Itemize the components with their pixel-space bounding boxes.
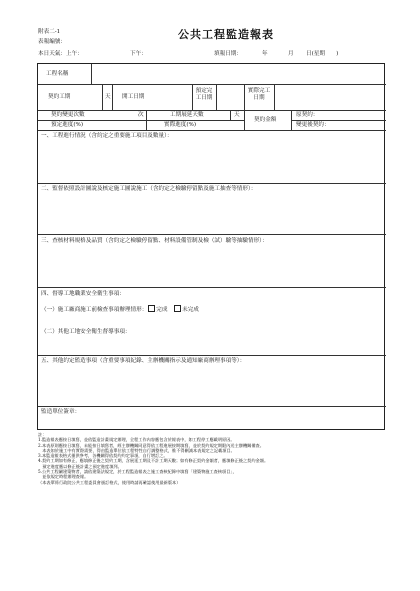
weather-afternoon-label: 下午： (130, 51, 147, 57)
note-line: 並依規定時程辦理查報。 (38, 474, 89, 480)
note-line: 2.本表原則應按日填寫，未能按日填寫者，經主辦機關同意得依工程進展按期填寫，並於契約規定期限內送主辦機關備查。 (38, 442, 264, 448)
actual-progress-label: 實際進度(%) (164, 122, 197, 128)
section-3-material-inspection: 三、查核材料規格及品質（含約定之檢驗停留點、材料設備管制及檢（試）驗等抽驗情形）： (41, 238, 268, 244)
section-1-progress: 一、工程進行情況（含約定之重要施工項目及數量）： (41, 133, 173, 139)
extension-days-unit: 天 (234, 112, 240, 118)
section-divider (38, 406, 386, 407)
col-divider (91, 64, 92, 84)
section-4-1-label: （一）施工廠商施工前檢查事項辦理情形： (41, 307, 148, 313)
planned-completion-label (192, 88, 216, 102)
note-line: 3.本監造報表格式僅供參考，各機關得依契約約定事項，自行增訂之。 (38, 453, 168, 459)
original-contract-label: 原契約： (296, 112, 319, 118)
done-label: 完成 (156, 307, 168, 313)
note-line: 1.監造報表應按日填寫，並依監造計畫規定辦理，全程工作內容應包含於報表中，如工程停工應載明原因。 (38, 437, 235, 443)
form-number-label: 表報編號： (38, 39, 66, 45)
start-date-label: 開工日期 (122, 94, 145, 100)
supervision-report-form (37, 63, 385, 430)
section-5-other-items: 五、其他約定監造事項（含重要事項紀錄、主辦機關指示及通知廠商辦理事項等）： (41, 358, 246, 364)
signature-label: 監造單位簽章： (41, 409, 81, 415)
report-date-label: 填報日期： (214, 51, 242, 57)
after-change-contract-label: 變更後契約： (296, 122, 330, 128)
planned-completion-label-line1: 預定完 (195, 88, 213, 94)
actual-completion-label-line2: 日期 (253, 95, 265, 101)
planned-completion-label-line2: 工日期 (195, 95, 213, 101)
note-line: 本表如於施工中有實際需要，得由監造單位依工程特性自行調整格式，惟不得刪減本表規定之記載項目。 (38, 447, 235, 453)
change-count-unit: 次 (138, 112, 144, 118)
row-divider (38, 84, 386, 85)
weather-morning-label: 本日天氣：上午： (38, 51, 83, 57)
note-line: 4.契約工期如有修正，應填修正後之契約工期，含展延工期及不計工期天數；如有修正契約金額者，應填修正後之契約金額。 (38, 458, 269, 464)
col-divider (230, 110, 231, 120)
not-done-label: 未完成 (182, 307, 199, 313)
note-line: 5.公共工程屬建築物者，請依建築法規定，於工程監造報表之施工查核紀錄中填寫「建築物施工查核項目」， (38, 469, 237, 475)
contract-amount-label: 契約金額 (254, 117, 277, 123)
section-divider (38, 234, 386, 235)
section-divider (38, 355, 386, 356)
section-4-1-precheck (41, 305, 199, 314)
extension-days-label: 工期展延天數 (170, 112, 204, 118)
notes-heading: 註： (38, 432, 47, 437)
contract-period-label: 契約工期 (48, 94, 71, 100)
section-divider (38, 183, 386, 184)
col-divider (216, 84, 217, 110)
section-4-2-other-safety: （二）其他工地安全衛生督導事項： (41, 329, 131, 335)
col-divider (291, 110, 292, 130)
planned-progress-label: 預定進度(%) (51, 122, 84, 128)
change-count-label: 契約變更次數 (51, 112, 85, 118)
report-date-year: 年 (262, 51, 268, 57)
not-done-checkbox[interactable] (174, 305, 181, 312)
form-code: 附表二-1 (38, 29, 61, 35)
note-line: 預定進度應以修正後計畫之預定進度填列。 (38, 463, 122, 469)
row-divider (291, 120, 386, 121)
col-divider (102, 84, 103, 110)
section-divider (38, 287, 386, 288)
row-divider (38, 110, 386, 111)
row-divider (38, 120, 244, 121)
page-title: 公共工程監造報表 (178, 28, 274, 41)
actual-completion-label (244, 88, 274, 102)
done-checkbox[interactable] (148, 305, 155, 312)
notes-section (38, 432, 388, 485)
contract-period-unit: 天 (105, 94, 111, 100)
project-name-label: 工程名稱 (46, 71, 69, 77)
report-date-day: 日(星期 ) (306, 51, 339, 57)
row-divider (38, 130, 386, 131)
col-divider (146, 110, 147, 130)
report-date-month: 月 (288, 51, 294, 57)
section-2-construction-supervision: 二、監督依照設計圖說及核定施工圖說施工（含約定之檢驗停留點及施工抽查等情形）： (41, 186, 257, 192)
actual-completion-label-line1: 實際完工 (247, 88, 271, 94)
col-divider (274, 84, 275, 110)
note-footer: （本表單係行政院公共工程委員會頒訂格式，使用時請再確認使用最新版本） (38, 479, 181, 485)
section-4-safety-health: 四、督導工地職業安全衛生事項： (41, 291, 125, 297)
col-divider (112, 84, 113, 110)
